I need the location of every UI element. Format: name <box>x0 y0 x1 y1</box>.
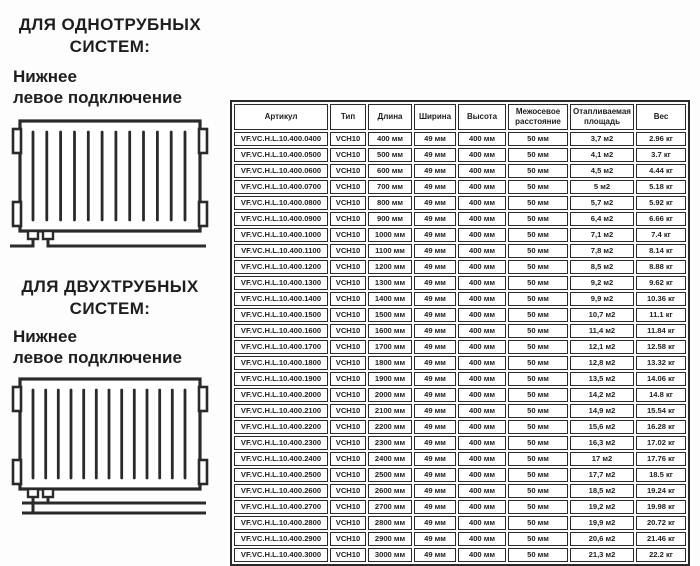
heading-line1: ДЛЯ ОДНОТРУБНЫХ <box>18 15 202 34</box>
table-cell: 400 мм <box>458 148 506 162</box>
table-cell: VCH10 <box>330 324 366 338</box>
table-cell: 400 мм <box>458 388 506 402</box>
table-cell: 49 мм <box>414 404 456 418</box>
table-cell: 49 мм <box>414 308 456 322</box>
table-cell: 13,5 м2 <box>570 372 634 386</box>
table-cell: VF.VC.H.L.10.400.2500 <box>234 468 328 482</box>
table-cell: 49 мм <box>414 212 456 226</box>
table-cell: 400 мм <box>458 292 506 306</box>
table-cell: 50 мм <box>508 468 568 482</box>
connection-schemes-panel <box>0 0 228 535</box>
table-cell: 10,7 м2 <box>570 308 634 322</box>
table-cell: 400 мм <box>458 260 506 274</box>
table-cell: 49 мм <box>414 452 456 466</box>
column-header: Вес <box>636 104 686 130</box>
table-cell: 14.06 кг <box>636 372 686 386</box>
table-cell: VCH10 <box>330 532 366 546</box>
table-cell: 400 мм <box>458 548 506 562</box>
table-cell: 20,6 м2 <box>570 532 634 546</box>
table-cell: 21.46 кг <box>636 532 686 546</box>
table-cell: 8,5 м2 <box>570 260 634 274</box>
table-cell: 2.96 кг <box>636 132 686 146</box>
table-row <box>234 548 686 562</box>
two-pipe-radiator-diagram <box>10 376 212 520</box>
table-cell: 5.92 кг <box>636 196 686 210</box>
two-pipe-connection-label <box>13 326 225 368</box>
table-cell: 2800 мм <box>368 516 412 530</box>
table-cell: 3000 мм <box>368 548 412 562</box>
table-cell: 400 мм <box>458 468 506 482</box>
table-cell: 50 мм <box>508 212 568 226</box>
table-cell: VCH10 <box>330 388 366 402</box>
table-row <box>234 484 686 498</box>
table-row <box>234 436 686 450</box>
table-cell: 1200 мм <box>368 260 412 274</box>
table-cell: VCH10 <box>330 148 366 162</box>
table-cell: 50 мм <box>508 308 568 322</box>
table-cell: VCH10 <box>330 548 366 562</box>
table-cell: 400 мм <box>458 500 506 514</box>
table-cell: VF.VC.H.L.10.400.3000 <box>234 548 328 562</box>
table-cell: 50 мм <box>508 324 568 338</box>
table-cell: 12,8 м2 <box>570 356 634 370</box>
table-cell: 19,9 м2 <box>570 516 634 530</box>
table-cell: 50 мм <box>508 500 568 514</box>
table-row <box>234 244 686 258</box>
table-cell: 14,9 м2 <box>570 404 634 418</box>
table-cell: 19,2 м2 <box>570 500 634 514</box>
table-cell: 400 мм <box>458 532 506 546</box>
subheading-line2: левое подключение <box>13 348 182 367</box>
table-cell: 400 мм <box>458 356 506 370</box>
table-cell: 6.66 кг <box>636 212 686 226</box>
radiator-two-pipe-icon <box>10 376 212 520</box>
table-cell: 400 мм <box>458 340 506 354</box>
table-cell: VCH10 <box>330 132 366 146</box>
table-cell: 49 мм <box>414 180 456 194</box>
table-cell: 9,9 м2 <box>570 292 634 306</box>
table-cell: VF.VC.H.L.10.400.1800 <box>234 356 328 370</box>
table-cell: 12,1 м2 <box>570 340 634 354</box>
table-cell: 400 мм <box>458 244 506 258</box>
table-cell: 49 мм <box>414 420 456 434</box>
heading-line2: СИСТЕМ: <box>69 299 151 318</box>
table-cell: 49 мм <box>414 228 456 242</box>
table-cell: 19.98 кг <box>636 500 686 514</box>
table-cell: 49 мм <box>414 516 456 530</box>
table-cell: 49 мм <box>414 196 456 210</box>
table-row <box>234 308 686 322</box>
table-cell: 17.02 кг <box>636 436 686 450</box>
table-cell: 11.1 кг <box>636 308 686 322</box>
table-row <box>234 532 686 546</box>
column-header: Артикул <box>234 104 328 130</box>
table-cell: VF.VC.H.L.10.400.1900 <box>234 372 328 386</box>
table-cell: 1300 мм <box>368 276 412 290</box>
table-cell: 1700 мм <box>368 340 412 354</box>
table-cell: VCH10 <box>330 372 366 386</box>
table-cell: 13.32 кг <box>636 356 686 370</box>
table-cell: VF.VC.H.L.10.400.1100 <box>234 244 328 258</box>
table-cell: VCH10 <box>330 244 366 258</box>
table-cell: VCH10 <box>330 196 366 210</box>
table-cell: VCH10 <box>330 516 366 530</box>
table-cell: VCH10 <box>330 260 366 274</box>
table-cell: 49 мм <box>414 356 456 370</box>
table-cell: 18.5 кг <box>636 468 686 482</box>
table-cell: VF.VC.H.L.10.400.1500 <box>234 308 328 322</box>
table-cell: VF.VC.H.L.10.400.1000 <box>234 228 328 242</box>
table-cell: VF.VC.H.L.10.400.2200 <box>234 420 328 434</box>
table-cell: 49 мм <box>414 244 456 258</box>
column-header: Тип <box>330 104 366 130</box>
table-cell: VF.VC.H.L.10.400.0400 <box>234 132 328 146</box>
table-cell: 3.7 кг <box>636 148 686 162</box>
table-cell: 7,8 м2 <box>570 244 634 258</box>
radiator-single-pipe-icon <box>10 118 212 254</box>
heading-line1: ДЛЯ ДВУХТРУБНЫХ <box>21 277 199 296</box>
table-cell: 900 мм <box>368 212 412 226</box>
table-cell: 7,1 м2 <box>570 228 634 242</box>
table-cell: 2000 мм <box>368 388 412 402</box>
table-row <box>234 468 686 482</box>
table-cell: VCH10 <box>330 436 366 450</box>
header-row <box>234 104 686 130</box>
table-cell: 49 мм <box>414 548 456 562</box>
table-row <box>234 372 686 386</box>
table-cell: 50 мм <box>508 516 568 530</box>
table-cell: 49 мм <box>414 132 456 146</box>
table-cell: VCH10 <box>330 340 366 354</box>
table-cell: 18,5 м2 <box>570 484 634 498</box>
table-body <box>234 132 686 562</box>
table-cell: 50 мм <box>508 148 568 162</box>
table-cell: 400 мм <box>458 132 506 146</box>
table-cell: VF.VC.H.L.10.400.0900 <box>234 212 328 226</box>
table-cell: 8.88 кг <box>636 260 686 274</box>
table-cell: 400 мм <box>458 324 506 338</box>
table-cell: 20.72 кг <box>636 516 686 530</box>
table-cell: 50 мм <box>508 196 568 210</box>
table-cell: 50 мм <box>508 388 568 402</box>
table-cell: VF.VC.H.L.10.400.2600 <box>234 484 328 498</box>
table-cell: 400 мм <box>458 404 506 418</box>
table-cell: 400 мм <box>458 212 506 226</box>
table-cell: 400 мм <box>458 276 506 290</box>
table-row <box>234 228 686 242</box>
table-cell: 50 мм <box>508 356 568 370</box>
heading-line2: СИСТЕМ: <box>69 37 151 56</box>
table-cell: VCH10 <box>330 404 366 418</box>
table-cell: 400 мм <box>458 436 506 450</box>
column-header: Высота <box>458 104 506 130</box>
table-cell: 1900 мм <box>368 372 412 386</box>
table-cell: VCH10 <box>330 212 366 226</box>
table-row <box>234 404 686 418</box>
table-cell: 6,4 м2 <box>570 212 634 226</box>
table-cell: 9.62 кг <box>636 276 686 290</box>
table-row <box>234 276 686 290</box>
table-cell: 17 м2 <box>570 452 634 466</box>
table-cell: 700 мм <box>368 180 412 194</box>
table-cell: 2900 мм <box>368 532 412 546</box>
table-cell: 11,4 м2 <box>570 324 634 338</box>
table-cell: VCH10 <box>330 180 366 194</box>
subheading-line2: левое подключение <box>13 88 182 107</box>
table-cell: VF.VC.H.L.10.400.2000 <box>234 388 328 402</box>
table-cell: VF.VC.H.L.10.400.1300 <box>234 276 328 290</box>
table-cell: 50 мм <box>508 340 568 354</box>
table-cell: 8.14 кг <box>636 244 686 258</box>
table-cell: 49 мм <box>414 484 456 498</box>
table-cell: 21,3 м2 <box>570 548 634 562</box>
table-cell: VCH10 <box>330 420 366 434</box>
table-cell: 400 мм <box>458 420 506 434</box>
single-pipe-radiator-diagram <box>10 118 212 254</box>
table-row <box>234 420 686 434</box>
table-row <box>234 260 686 274</box>
table-cell: 22.2 кг <box>636 548 686 562</box>
table-cell: 50 мм <box>508 164 568 178</box>
table-cell: 12.58 кг <box>636 340 686 354</box>
radiator-specs-table <box>230 100 690 566</box>
table-cell: 50 мм <box>508 436 568 450</box>
table-cell: 400 мм <box>368 132 412 146</box>
table-cell: 14,2 м2 <box>570 388 634 402</box>
table-cell: VCH10 <box>330 500 366 514</box>
table-cell: VF.VC.H.L.10.400.2300 <box>234 436 328 450</box>
table-cell: 49 мм <box>414 340 456 354</box>
table-cell: 2200 мм <box>368 420 412 434</box>
table-cell: 50 мм <box>508 292 568 306</box>
table-row <box>234 164 686 178</box>
table-cell: 19.24 кг <box>636 484 686 498</box>
table-cell: VF.VC.H.L.10.400.0500 <box>234 148 328 162</box>
table-cell: 400 мм <box>458 180 506 194</box>
table-row <box>234 340 686 354</box>
table-cell: 50 мм <box>508 132 568 146</box>
table-cell: VCH10 <box>330 308 366 322</box>
table-cell: 16.28 кг <box>636 420 686 434</box>
table-cell: VF.VC.H.L.10.400.1400 <box>234 292 328 306</box>
column-header: Ширина <box>414 104 456 130</box>
table-cell: 14.8 кг <box>636 388 686 402</box>
table-row <box>234 500 686 514</box>
table-cell: 49 мм <box>414 372 456 386</box>
table-cell: VF.VC.H.L.10.400.1200 <box>234 260 328 274</box>
table-cell: 400 мм <box>458 308 506 322</box>
table-cell: 49 мм <box>414 532 456 546</box>
table-cell: 7.4 кг <box>636 228 686 242</box>
subheading-line1: Нижнее <box>13 67 77 86</box>
table-cell: 50 мм <box>508 372 568 386</box>
table-cell: 2500 мм <box>368 468 412 482</box>
table-cell: VF.VC.H.L.10.400.1700 <box>234 340 328 354</box>
table-cell: 1500 мм <box>368 308 412 322</box>
two-pipe-systems-heading <box>4 276 216 320</box>
single-pipe-connection-label <box>13 66 225 108</box>
table-cell: 49 мм <box>414 324 456 338</box>
table-header <box>234 104 686 130</box>
table-cell: VF.VC.H.L.10.400.0600 <box>234 164 328 178</box>
table-row <box>234 356 686 370</box>
table-cell: 400 мм <box>458 516 506 530</box>
table-cell: 2400 мм <box>368 452 412 466</box>
table-cell: 49 мм <box>414 164 456 178</box>
table-row <box>234 324 686 338</box>
table-row <box>234 148 686 162</box>
table-cell: 49 мм <box>414 500 456 514</box>
column-header: Длина <box>368 104 412 130</box>
table-cell: VF.VC.H.L.10.400.0700 <box>234 180 328 194</box>
table-cell: 2100 мм <box>368 404 412 418</box>
table-cell: 50 мм <box>508 532 568 546</box>
table-cell: VF.VC.H.L.10.400.2400 <box>234 452 328 466</box>
table-cell: 4.44 кг <box>636 164 686 178</box>
table-cell: 3,7 м2 <box>570 132 634 146</box>
table-cell: 1400 мм <box>368 292 412 306</box>
table-cell: VF.VC.H.L.10.400.2900 <box>234 532 328 546</box>
table-cell: 1800 мм <box>368 356 412 370</box>
table-cell: VCH10 <box>330 468 366 482</box>
table-cell: 1000 мм <box>368 228 412 242</box>
subheading-line1: Нижнее <box>13 327 77 346</box>
table-cell: 49 мм <box>414 292 456 306</box>
table-cell: 49 мм <box>414 148 456 162</box>
table-cell: 10.36 кг <box>636 292 686 306</box>
table-cell: VF.VC.H.L.10.400.1600 <box>234 324 328 338</box>
table-cell: 800 мм <box>368 196 412 210</box>
table-cell: 1600 мм <box>368 324 412 338</box>
table-cell: 4,1 м2 <box>570 148 634 162</box>
table-cell: 600 мм <box>368 164 412 178</box>
table-cell: VF.VC.H.L.10.400.2100 <box>234 404 328 418</box>
table-row <box>234 196 686 210</box>
column-header: Межосевое расстояние <box>508 104 568 130</box>
table-cell: 2700 мм <box>368 500 412 514</box>
table-cell: 400 мм <box>458 228 506 242</box>
table-cell: 16,3 м2 <box>570 436 634 450</box>
column-header: Отапливаемая площадь <box>570 104 634 130</box>
table-cell: 50 мм <box>508 180 568 194</box>
table-cell: 50 мм <box>508 404 568 418</box>
table-cell: VCH10 <box>330 292 366 306</box>
table-cell: 400 мм <box>458 484 506 498</box>
table-cell: 400 мм <box>458 452 506 466</box>
table-cell: 9,2 м2 <box>570 276 634 290</box>
table-cell: 49 мм <box>414 260 456 274</box>
table-cell: VF.VC.H.L.10.400.2700 <box>234 500 328 514</box>
table-cell: VCH10 <box>330 228 366 242</box>
table-cell: 50 мм <box>508 228 568 242</box>
table-cell: 50 мм <box>508 420 568 434</box>
table-cell: 49 мм <box>414 276 456 290</box>
table-cell: 50 мм <box>508 276 568 290</box>
table-cell: 4,5 м2 <box>570 164 634 178</box>
table-cell: 15.54 кг <box>636 404 686 418</box>
table-cell: 400 мм <box>458 164 506 178</box>
table-cell: VCH10 <box>330 276 366 290</box>
table-cell: 400 мм <box>458 372 506 386</box>
table-cell: 500 мм <box>368 148 412 162</box>
table-cell: 49 мм <box>414 468 456 482</box>
table-row <box>234 452 686 466</box>
table-cell: VCH10 <box>330 164 366 178</box>
table-cell: 1100 мм <box>368 244 412 258</box>
table-cell: 17.76 кг <box>636 452 686 466</box>
table-cell: 17,7 м2 <box>570 468 634 482</box>
table-row <box>234 132 686 146</box>
table-cell: 5,7 м2 <box>570 196 634 210</box>
table-cell: VF.VC.H.L.10.400.2800 <box>234 516 328 530</box>
table-cell: 15,6 м2 <box>570 420 634 434</box>
table-cell: 49 мм <box>414 436 456 450</box>
table-cell: 2300 мм <box>368 436 412 450</box>
table-cell: 11.84 кг <box>636 324 686 338</box>
table-cell: 50 мм <box>508 452 568 466</box>
table-cell: 49 мм <box>414 388 456 402</box>
table-cell: VCH10 <box>330 452 366 466</box>
table-cell: 50 мм <box>508 484 568 498</box>
table-cell: 50 мм <box>508 548 568 562</box>
table-cell: 5.18 кг <box>636 180 686 194</box>
table-row <box>234 212 686 226</box>
table-row <box>234 388 686 402</box>
table-cell: 50 мм <box>508 244 568 258</box>
table-row <box>234 516 686 530</box>
table-cell: 2600 мм <box>368 484 412 498</box>
table-cell: VF.VC.H.L.10.400.0800 <box>234 196 328 210</box>
table-cell: VCH10 <box>330 356 366 370</box>
table-row <box>234 292 686 306</box>
single-pipe-systems-heading <box>4 14 216 58</box>
table-row <box>234 180 686 194</box>
table-cell: VCH10 <box>330 484 366 498</box>
table-cell: 400 мм <box>458 196 506 210</box>
table-cell: 5 м2 <box>570 180 634 194</box>
table-cell: 50 мм <box>508 260 568 274</box>
